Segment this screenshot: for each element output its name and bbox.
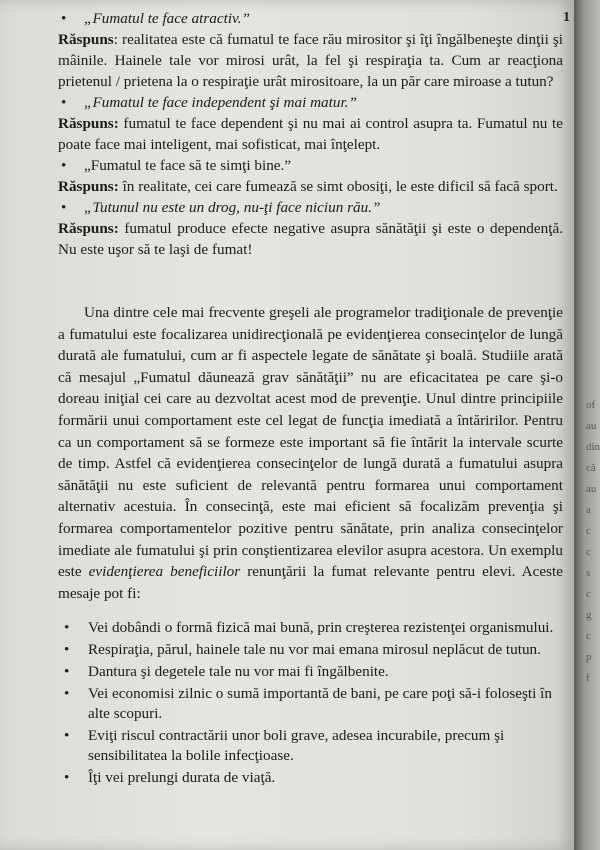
answer [58,218,563,260]
page-content [58,8,563,790]
answer-text: fumatul produce efecte negative asupra sănătăţii şi este o dependenţă. Nu este uşor să te laşi de fumat! [58,220,563,258]
qa-item [58,155,563,197]
myth-statement: • „Fumatul te face să te simţi bine.” [58,155,563,176]
page-number: 1 [563,10,570,25]
qa-item [58,8,563,92]
list-item: • Eviţi riscul contractării unor boli grave, adesea incurabile, precum şi sensibilitatea la bolile infecţioase. [58,726,563,766]
qa-item [58,92,563,155]
myth-statement: • „Fumatul te face independent şi mai matur.” [58,92,563,113]
paragraph-text-end: renunţării la fumat relevante pentru elevi. Aceste mesaje pot fi: [58,563,563,602]
qa-item [58,197,563,260]
edge-fragment: g [586,609,592,621]
answer-label: Răspuns: [58,178,119,195]
answer-text: : realitatea este că fumatul te face rău mirositor şi îţi îngălbeneşte dinţii şi mâinile. Hainele tale vor mirosi urât, la fel şi respiraţia ta. Cum ar reacţiona prietenul / prietena la o respiraţie urât mirositoare, la un păr care miroase a tutun? [58,31,563,90]
paragraph-emphasis: evidenţierea beneficiilor [88,563,241,581]
edge-fragment: c [586,525,591,537]
edge-fragment: s [586,567,591,579]
facing-page-edge-text [586,395,600,689]
edge-fragment: of [586,399,596,411]
body-paragraph [58,302,563,604]
answer [58,176,563,197]
edge-fragment: p [586,651,592,663]
answer-label: Răspuns [58,31,114,48]
answer [58,113,563,155]
list-item: • Vei dobândi o formă fizică mai bună, prin creşterea rezistenţei organismului. [58,618,563,638]
edge-fragment: au [586,483,597,495]
edge-fragment: c [586,588,591,600]
list-item: • Îţi vei prelungi durata de viaţă. [58,768,563,788]
edge-fragment: a [586,504,591,516]
answer-label: Răspuns: [58,115,119,132]
list-item: • Vei economisi zilnic o sumă importantă de bani, pe care poţi să-i foloseşti în alte scopuri. [58,684,563,724]
paragraph-text-start: Una dintre cele mai frecvente greşeli ale programelor tradiţionale de prevenţie a fumatului este focalizarea unidirecţională pe evidenţierea consecinţelor de lungă durată ale fumatului, cum ar fi aspectele legate de sănătate şi boală. Studiile arată că mesajul „Fumatul dăunează grav sănătăţii” nu are eficacitatea pe care şi-o doreau iniţial cei care au dezvoltat acest mod de prevenţie. Unul dintre principiile formării unui comportament este cel legat de funcţia imediată a întăririlor. Pentru ca un comportament să se formeze este important să fie întărit la intervale scurte de timp. Astfel că evidenţierea consecinţelor de lungă durată a fumatului asupra sănătăţii nu este suficient de relevantă pentru formarea unui comportament alternativ acestuia. În consecinţă, este mai eficient să focalizăm prevenţia şi formarea comportamentelor pozitive pentru sănătate, prin analiza consecinţelor imediate ale fumatului şi prin conştientizarea elevilor asupra acestora. Un exemplu este [58,304,563,581]
answer-text: în realitate, cei care fumează se simt obosiţi, le este dificil să facă sport. [118,178,558,195]
edge-fragment: c [586,546,591,558]
answer-label: Răspuns: [58,220,119,237]
edge-fragment: că [586,462,596,474]
answer [58,29,563,92]
answer-text: fumatul te face dependent şi nu mai ai control asupra ta. Fumatul nu te poate face mai inteligent, mai sofisticat, mai înţelept. [58,115,563,153]
edge-fragment: au [586,420,597,432]
myth-statement: • „Tutunul nu este un drog, nu-ţi face niciun rău.” [58,197,563,218]
edge-fragment: din [586,441,600,453]
myth-statement: • „Fumatul te face atractiv.” [58,8,563,29]
edge-fragment: f [586,672,590,684]
edge-fragment: c [586,630,591,642]
benefits-list [58,618,563,788]
list-item: • Respiraţia, părul, hainele tale nu vor mai emana mirosul neplăcut de tutun. [58,640,563,660]
list-item: • Dantura şi degetele tale nu vor mai fi îngălbenite. [58,662,563,682]
